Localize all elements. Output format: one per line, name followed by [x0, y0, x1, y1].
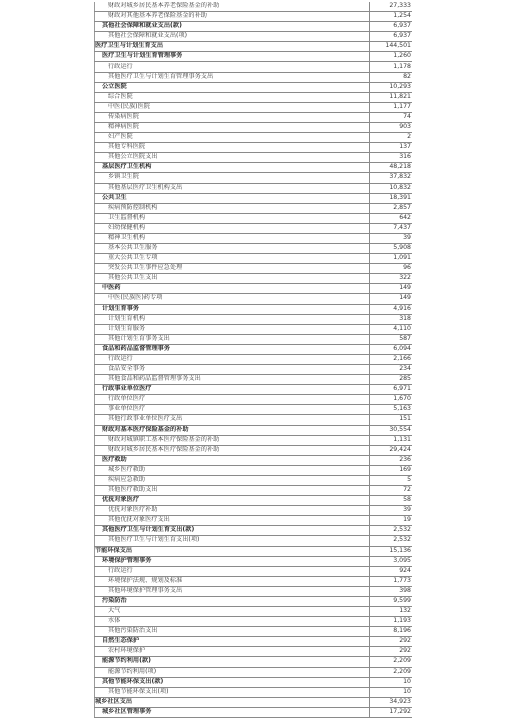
- row-value: 137: [399, 143, 411, 151]
- table-row: [94, 486, 412, 496]
- row-label: 能源节约利用(项): [108, 667, 157, 675]
- table-row: [94, 123, 412, 133]
- table-row: [94, 224, 412, 234]
- row-value: 10,832: [389, 183, 411, 191]
- row-value: 30,554: [389, 425, 411, 433]
- row-label: 其他社会保障和就业支出(款): [102, 22, 182, 30]
- table-row: [94, 143, 412, 153]
- row-value: 7,437: [393, 223, 411, 231]
- row-value: 318: [399, 314, 411, 322]
- table-row: [94, 526, 412, 536]
- row-label: 食品安全事务: [108, 365, 146, 373]
- row-value: 2: [407, 133, 411, 141]
- row-label: 精神病医院: [108, 123, 139, 130]
- row-value: 82: [403, 72, 411, 80]
- row-label: 行政事业单位医疗: [102, 385, 152, 393]
- table-row: [94, 153, 412, 163]
- row-label: 城乡社区管理事务: [102, 707, 152, 715]
- row-label: 其他节能环保支出(款): [102, 677, 164, 685]
- row-label: 水体: [108, 617, 121, 625]
- table-row: [94, 547, 412, 557]
- row-label: 医疗救助: [102, 455, 127, 463]
- row-label: 财政对城镇职工基本医疗保险基金的补助: [108, 435, 220, 443]
- row-value: 5,163: [393, 405, 411, 413]
- row-label: 行政运行: [108, 566, 133, 574]
- table-row: [94, 32, 412, 42]
- row-value: 58: [403, 496, 411, 504]
- row-value: 1,670: [393, 395, 411, 403]
- row-label: 综合医院: [108, 92, 133, 100]
- row-label: 计划生育事务: [102, 304, 140, 312]
- row-value: 285: [399, 375, 411, 383]
- table-row: [94, 305, 412, 315]
- row-label: 其他基层医疗卫生机构支出: [108, 183, 183, 191]
- row-value: 316: [399, 153, 411, 161]
- row-label: 其他污染防治支出: [108, 627, 158, 635]
- row-value: 322: [399, 274, 411, 282]
- row-value: 10,293: [389, 82, 411, 90]
- row-label: 中医(民族)医院: [108, 102, 150, 110]
- table-row: [94, 264, 412, 274]
- row-value: 924: [399, 566, 411, 574]
- table-row: [94, 577, 412, 587]
- row-label: 其他医疗救助支出: [108, 486, 158, 494]
- table-row: [94, 294, 412, 304]
- table-row: [94, 345, 412, 355]
- row-value: 4,916: [393, 304, 411, 312]
- row-value: 149: [399, 294, 411, 302]
- table-row: [94, 637, 412, 647]
- table-row: [94, 385, 412, 395]
- table-row: [94, 708, 412, 718]
- table-row: [94, 93, 412, 103]
- row-value: 151: [399, 415, 411, 423]
- row-label: 污染防治: [102, 596, 127, 604]
- row-value: 18,391: [389, 193, 411, 201]
- row-value: 144,501: [385, 42, 411, 50]
- row-value: 39: [403, 506, 411, 514]
- row-value: 5: [407, 475, 411, 483]
- row-label: 食品和药品监督管理事务: [102, 344, 171, 352]
- row-value: 292: [399, 647, 411, 655]
- table-row: [94, 204, 412, 214]
- row-value: 1,773: [393, 576, 411, 584]
- row-value: 19: [403, 516, 411, 524]
- row-label: 城乡社区支出: [95, 697, 133, 705]
- row-value: 6,937: [393, 22, 411, 30]
- table-row: [94, 173, 412, 183]
- table-row: [94, 678, 412, 688]
- table-row: [94, 73, 412, 83]
- row-label: 自然生态保护: [102, 637, 140, 645]
- table-row: [94, 587, 412, 597]
- table-row: [94, 335, 412, 345]
- table-row: [94, 516, 412, 526]
- row-label: 乡镇卫生院: [108, 173, 139, 181]
- table-row: [94, 557, 412, 567]
- row-value: 292: [399, 637, 411, 645]
- table-row: [94, 52, 412, 62]
- row-label: 行政运行: [108, 354, 133, 362]
- row-label: 节能环保支出: [95, 546, 133, 554]
- row-label: 其他医疗卫生与计划生育管理事务支出: [108, 72, 214, 80]
- row-value: 11,821: [389, 92, 411, 100]
- row-value: 10: [403, 687, 411, 695]
- row-value: 3,095: [393, 556, 411, 564]
- row-label: 基本公共卫生服务: [108, 244, 158, 252]
- table-row: [94, 617, 412, 627]
- table-row: [94, 163, 412, 173]
- row-value: 5,908: [393, 244, 411, 252]
- row-value: 9,599: [393, 596, 411, 604]
- row-label: 传染病医院: [108, 112, 139, 120]
- row-label: 卫生监督机构: [108, 213, 146, 221]
- row-value: 132: [399, 607, 411, 615]
- table-row: [94, 536, 412, 546]
- table-row: [94, 415, 412, 425]
- row-label: 精神卫生机构: [108, 233, 146, 241]
- row-label: 其他医疗卫生与计划生育支出(项): [108, 536, 200, 544]
- row-label: 财政对城乡居民基本养老保险基金的补助: [108, 2, 220, 9]
- table-row: [94, 567, 412, 577]
- table-row: [94, 456, 412, 466]
- row-label: 财政对其他基本养老保险基金的补助: [108, 12, 207, 20]
- table-row: [94, 254, 412, 264]
- row-value: 1,177: [393, 102, 411, 110]
- row-label: 疾病应急救助: [108, 475, 146, 483]
- row-label: 其他计划生育事务支出: [108, 334, 170, 342]
- row-label: 其他优抚对象医疗支出: [108, 516, 170, 524]
- row-value: 6,971: [393, 385, 411, 393]
- table-row: [94, 688, 412, 698]
- table-row: [94, 214, 412, 224]
- row-value: 642: [399, 213, 411, 221]
- row-value: 8,196: [393, 627, 411, 635]
- row-label: 其他专科医院: [108, 143, 146, 151]
- table-row: [94, 698, 412, 708]
- table-row: [94, 466, 412, 476]
- budget-table: [94, 2, 412, 718]
- row-label: 医疗卫生与计划生育支出: [95, 42, 164, 50]
- row-value: 6,094: [393, 344, 411, 352]
- row-label: 中医(民族医)药专项: [108, 294, 163, 302]
- table-row: [94, 83, 412, 93]
- row-value: 1,193: [393, 617, 411, 625]
- row-label: 农村环境保护: [108, 647, 146, 655]
- row-label: 行政单位医疗: [108, 395, 146, 403]
- table-row: [94, 426, 412, 436]
- row-value: 587: [399, 334, 411, 342]
- row-label: 其他节能环保支出(项): [108, 687, 169, 695]
- row-label: 计划生育服务: [108, 324, 146, 332]
- row-label: 环境保护管理事务: [102, 556, 152, 564]
- row-value: 2,532: [393, 536, 411, 544]
- table-row: [94, 496, 412, 506]
- row-value: 27,333: [389, 2, 411, 9]
- row-value: 1,254: [393, 12, 411, 20]
- table-row: [94, 657, 412, 667]
- table-row: [94, 647, 412, 657]
- row-value: 1,091: [393, 254, 411, 262]
- row-label: 疾病预防控制机构: [108, 203, 158, 211]
- row-label: 计划生育机构: [108, 314, 146, 322]
- table-row: [94, 395, 412, 405]
- row-value: 236: [399, 455, 411, 463]
- row-label: 其他公立医院支出: [108, 153, 158, 161]
- table-row: [94, 446, 412, 456]
- row-label: 妇产医院: [108, 133, 133, 141]
- row-label: 优抚对象医疗补助: [108, 506, 158, 514]
- row-value: 6,937: [393, 32, 411, 40]
- row-value: 96: [403, 264, 411, 272]
- table-row: [94, 668, 412, 678]
- table-row: [94, 133, 412, 143]
- row-value: 39: [403, 233, 411, 241]
- row-label: 公立医院: [102, 82, 127, 90]
- row-label: 行政运行: [108, 62, 133, 70]
- table-row: [94, 103, 412, 113]
- row-label: 环境保护法规、规划及标准: [108, 576, 183, 584]
- row-label: 优抚对象医疗: [102, 496, 140, 504]
- row-value: 17,292: [389, 707, 411, 715]
- row-label: 基层医疗卫生机构: [102, 163, 152, 171]
- row-value: 72: [403, 486, 411, 494]
- row-label: 财政对基本医疗保险基金的补助: [102, 425, 189, 433]
- table-row: [94, 315, 412, 325]
- row-label: 能源节约利用(款): [102, 657, 151, 665]
- row-value: 48,218: [389, 163, 411, 171]
- row-label: 其他食品和药品监督管理事务支出: [108, 375, 201, 383]
- row-value: 398: [399, 586, 411, 594]
- table-row: [94, 244, 412, 254]
- table-row: [94, 42, 412, 52]
- row-value: 2,532: [393, 526, 411, 534]
- row-value: 169: [399, 465, 411, 473]
- table-row: [94, 12, 412, 22]
- table-row: [94, 234, 412, 244]
- table-row: [94, 113, 412, 123]
- table-row: [94, 184, 412, 194]
- row-label: 大气: [108, 607, 121, 615]
- row-value: 37,832: [389, 173, 411, 181]
- row-value: 1,178: [393, 62, 411, 70]
- row-label: 其他社会保障和就业支出(项): [108, 32, 188, 40]
- row-value: 1,260: [393, 52, 411, 60]
- row-value: 2,857: [393, 203, 411, 211]
- row-label: 中医药: [102, 284, 121, 292]
- row-value: 1,131: [393, 435, 411, 443]
- table-row: [94, 607, 412, 617]
- row-label: 医疗卫生与计划生育管理事务: [102, 52, 183, 60]
- table-row: [94, 436, 412, 446]
- row-label: 重大公共卫生专项: [108, 254, 158, 262]
- row-label: 妇幼保健机构: [108, 223, 146, 231]
- row-value: 34,923: [389, 697, 411, 705]
- row-value: 74: [403, 112, 411, 120]
- table-row: [94, 405, 412, 415]
- row-value: 2,166: [393, 354, 411, 362]
- table-row: [94, 2, 412, 12]
- table-row: [94, 597, 412, 607]
- table-row: [94, 365, 412, 375]
- row-value: 15,136: [389, 546, 411, 554]
- table-row: [94, 284, 412, 294]
- row-value: 149: [399, 284, 411, 292]
- table-row: [94, 375, 412, 385]
- row-value: 2,209: [393, 657, 411, 665]
- table-row: [94, 63, 412, 73]
- row-value: 2,209: [393, 667, 411, 675]
- table-row: [94, 274, 412, 284]
- table-row: [94, 476, 412, 486]
- table-row: [94, 194, 412, 204]
- row-value: 903: [399, 123, 411, 130]
- table-row: [94, 325, 412, 335]
- row-label: 公共卫生: [102, 193, 127, 201]
- table-row: [94, 506, 412, 516]
- row-label: 其他公共卫生支出: [108, 274, 158, 282]
- row-label: 其他环境保护管理事务支出: [108, 586, 183, 594]
- row-value: 4,110: [393, 324, 411, 332]
- row-value: 234: [399, 365, 411, 373]
- table-row: [94, 22, 412, 32]
- row-label: 事业单位医疗: [108, 405, 146, 413]
- row-label: 其他医疗卫生与计划生育支出(款): [102, 526, 195, 534]
- row-label: 财政对城乡居民基本医疗保险基金的补助: [108, 445, 220, 453]
- table-row: [94, 627, 412, 637]
- row-value: 29,424: [389, 445, 411, 453]
- row-value: 10: [403, 677, 411, 685]
- row-label: 突发公共卫生事件应急处理: [108, 264, 183, 272]
- row-label: 其他行政事业单位医疗支出: [108, 415, 183, 423]
- table-row: [94, 355, 412, 365]
- row-label: 城乡医疗救助: [108, 465, 146, 473]
